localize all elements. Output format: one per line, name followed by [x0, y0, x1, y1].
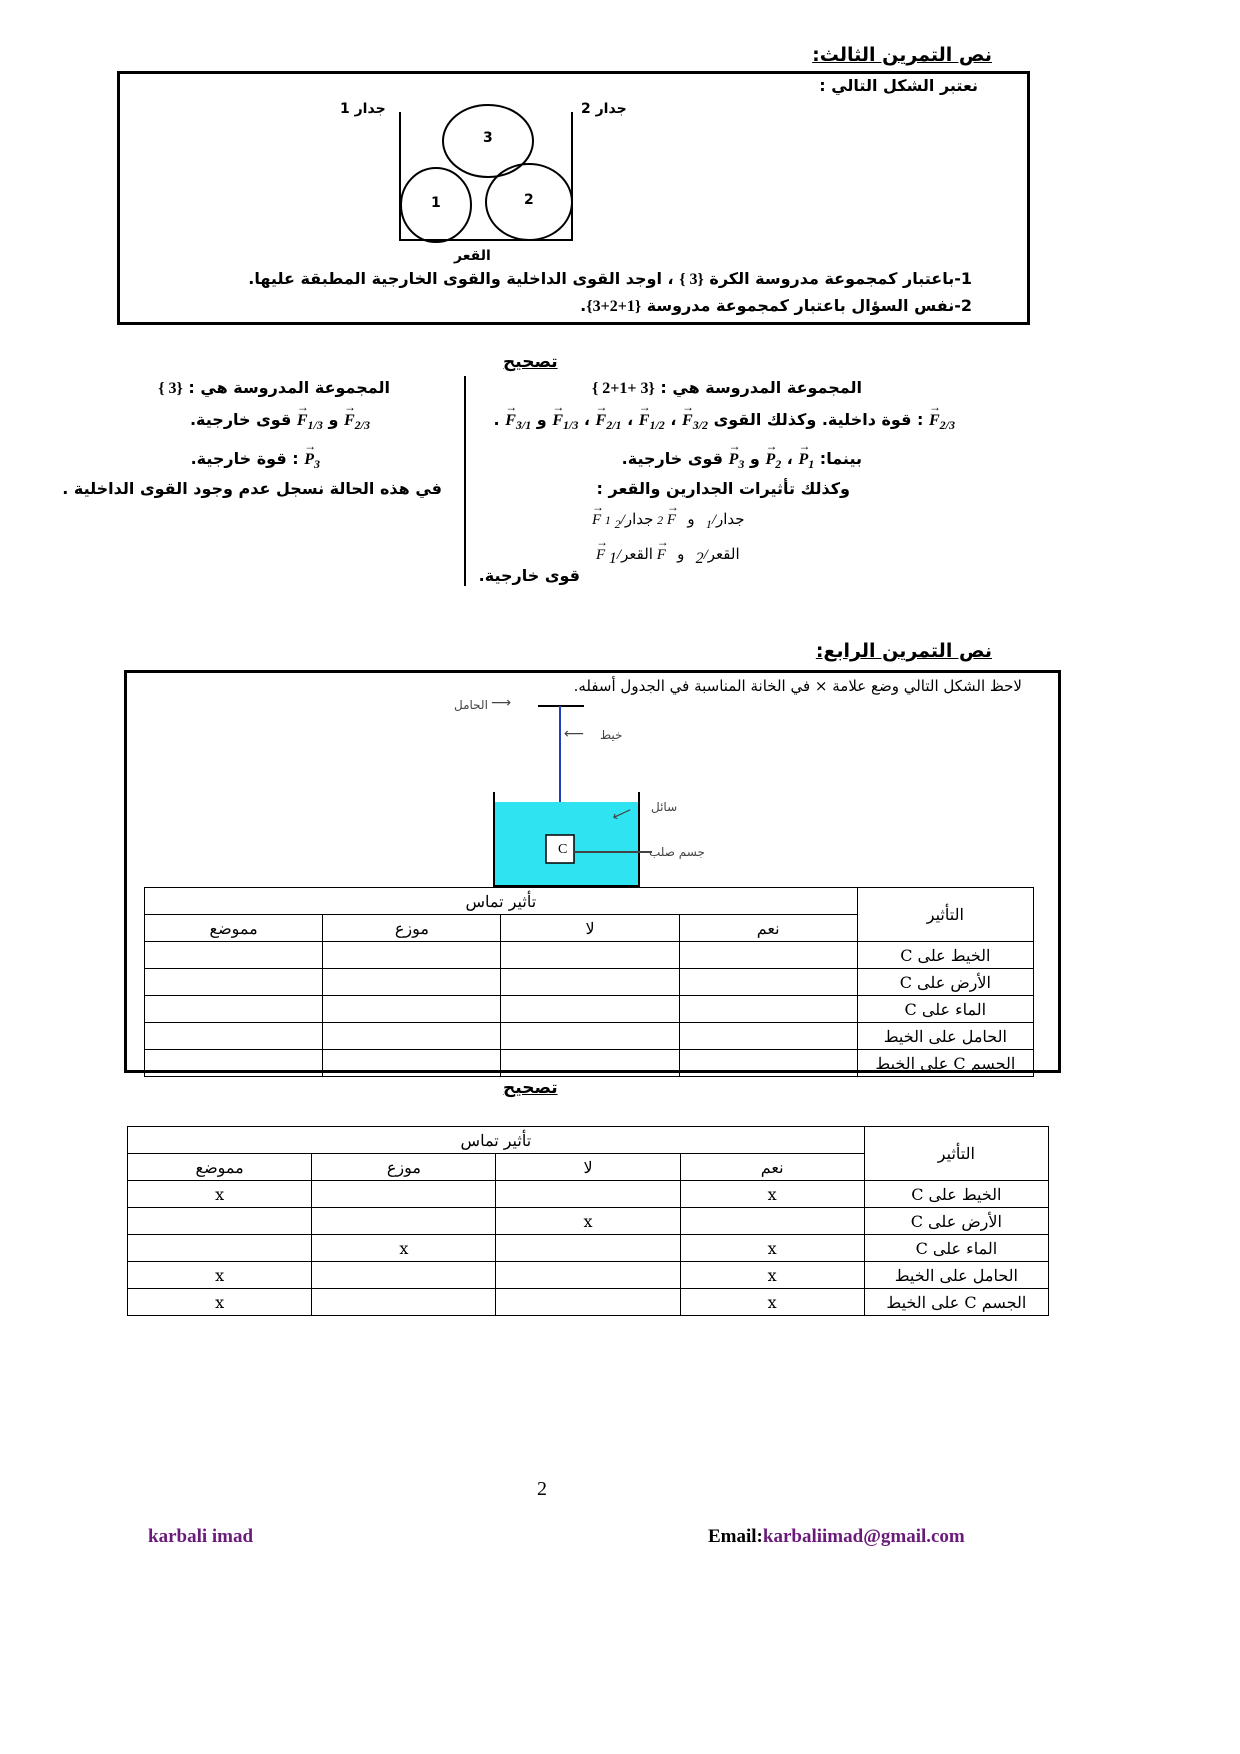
ex4-heading: نص التمرين الرابع:	[815, 640, 992, 662]
row-label: الماء على C	[857, 996, 1033, 1023]
col-yes: نعم	[679, 915, 857, 942]
floor-label: القعر	[454, 248, 491, 264]
table-row	[128, 1262, 1049, 1289]
header-contact: تأثير تماس	[128, 1127, 865, 1154]
mark-cell	[128, 1208, 312, 1235]
row-label: الخيط على C	[857, 942, 1033, 969]
col-no: لا	[496, 1154, 680, 1181]
mark-cell	[312, 1208, 496, 1235]
c3-right-line4: وكذلك تأثيرات الجدارين والقعر :	[596, 479, 850, 498]
table-row	[128, 1235, 1049, 1262]
ball-3-label: 3	[483, 130, 493, 146]
label-thread: خيط	[600, 728, 623, 742]
mark-cell: x	[128, 1262, 312, 1289]
c3-right-external: قوى خارجية.	[478, 566, 580, 585]
mark-cell: x	[680, 1181, 864, 1208]
mark-cell	[128, 1235, 312, 1262]
mark-cell	[680, 1208, 864, 1235]
col-localized: مموضع	[128, 1154, 312, 1181]
wall2-label: جدار 2	[581, 101, 627, 117]
col-yes: نعم	[680, 1154, 864, 1181]
c3-left-line1: المجموعة المدروسة هي : {3 }	[158, 378, 390, 397]
c3-wall-forces: → F 1 جدار/$_1$ و → F 2 جدار/$_2$	[592, 510, 745, 532]
ex4-intro: لاحظ الشكل التالي وضع علامة × في الخانة المناسبة في الجدول أسفله.	[573, 677, 1022, 695]
row-label: الأرض على C	[857, 969, 1033, 996]
mark-cell: x	[680, 1235, 864, 1262]
c3-left-line4: في هذه الحالة نسجل عدم وجود القوى الداخلية .	[62, 479, 442, 498]
footer-email-address[interactable]: karbaliimad@gmail.com	[762, 1526, 965, 1547]
table-row	[145, 969, 1034, 996]
page-number: 2	[537, 1478, 547, 1500]
correction4-table	[127, 1126, 1049, 1316]
mark-cell	[312, 1262, 496, 1289]
mark-cell: x	[496, 1208, 680, 1235]
arrow-thread: ⟵	[564, 726, 585, 742]
header-contact: تأثير تماس	[145, 888, 858, 915]
vec-F23: → $F_{2/3}$	[929, 412, 955, 433]
row-label: الماء على C	[864, 1235, 1048, 1262]
table-row	[145, 996, 1034, 1023]
table-row	[128, 1289, 1049, 1316]
col-localized: مموضع	[145, 915, 323, 942]
footer-email-label: Email:	[708, 1526, 763, 1547]
mark-cell	[496, 1235, 680, 1262]
correction3-divider	[464, 376, 466, 586]
wall1-label: جدار 1	[340, 101, 386, 117]
mark-cell: x	[680, 1262, 864, 1289]
c3-left-line3: → $P_3$ : قوة خارجية.	[191, 449, 320, 472]
ex3-intro: نعتبر الشكل التالي :	[819, 76, 978, 95]
mark-cell	[496, 1289, 680, 1316]
mark-cell: x	[680, 1289, 864, 1316]
ex4-table	[144, 887, 1034, 1077]
mark-cell	[312, 1289, 496, 1316]
c3-floor-forces: → F القعر/2 و → F القعر/1	[596, 545, 740, 568]
row-label: الحامل على الخيط	[864, 1262, 1048, 1289]
col-no: لا	[501, 915, 679, 942]
header-effect: التأثير	[857, 888, 1033, 942]
label-c: C	[558, 842, 568, 857]
table-row	[145, 942, 1034, 969]
ex3-question-2: 2-نفس السؤال باعتبار كمجموعة مدروسة {1+2+3}.	[580, 296, 972, 315]
table-row	[128, 1181, 1049, 1208]
pointer-solid	[574, 851, 652, 853]
header-effect: التأثير	[864, 1127, 1048, 1181]
row-label: الأرض على C	[864, 1208, 1048, 1235]
c3-left-line2: → $F_{2/3}$ و → $F_{1/3}$ قوى خارجية.	[190, 410, 370, 433]
footer-email	[708, 1526, 965, 1548]
correction4-title: تصحيح	[503, 1078, 558, 1098]
ex3-question-1: 1-باعتبار كمجموعة مدروسة الكرة {3 } ، اوجد القوى الداخلية والقوى الخارجية المطبقة عليها.	[248, 269, 972, 288]
label-liquid: سائل	[651, 800, 678, 814]
table-row	[145, 1023, 1034, 1050]
ball-1-label: 1	[431, 195, 441, 211]
mark-cell	[496, 1262, 680, 1289]
row-label: الجسم C على الخيط	[857, 1050, 1033, 1077]
mark-cell: x	[128, 1181, 312, 1208]
mark-cell	[496, 1181, 680, 1208]
c3-right-line1: المجموعة المدروسة هي : {3 +1+2 }	[591, 378, 862, 397]
c3-right-line3: بينما: → $P_1$ ، → $P_2$ و → $P_3$ قوى خارجية.	[622, 449, 862, 472]
table-row	[128, 1208, 1049, 1235]
row-label: الخيط على C	[864, 1181, 1048, 1208]
arrow-liquid: ⟵	[609, 802, 635, 826]
col-distributed: موزع	[312, 1154, 496, 1181]
mark-cell	[312, 1181, 496, 1208]
correction3-title: تصحيح	[503, 352, 558, 372]
label-solid: جسم صلب	[649, 845, 705, 859]
row-label: الحامل على الخيط	[857, 1023, 1033, 1050]
mark-cell: x	[312, 1235, 496, 1262]
label-support: الحامل	[454, 698, 488, 712]
row-label: الجسم C على الخيط	[864, 1289, 1048, 1316]
table-row	[145, 1050, 1034, 1077]
ex3-heading: نص التمرين الثالث:	[812, 44, 992, 66]
ball-2-label: 2	[524, 192, 534, 208]
ex3-diagram	[330, 92, 650, 264]
arrow-support: ⟶	[491, 695, 512, 711]
mark-cell: x	[128, 1289, 312, 1316]
col-distributed: موزع	[323, 915, 501, 942]
footer-author: karbali imad	[148, 1526, 254, 1547]
c3-right-line2: → $F_{2/3}$ : قوة داخلية. وكذلك القوى → $F_{3/2}$ ، → $F_{1/2}$ ، → $F_{2/1}$ ، → $F_{1/3}$ و → $F_{3/1}$ .	[494, 410, 955, 433]
